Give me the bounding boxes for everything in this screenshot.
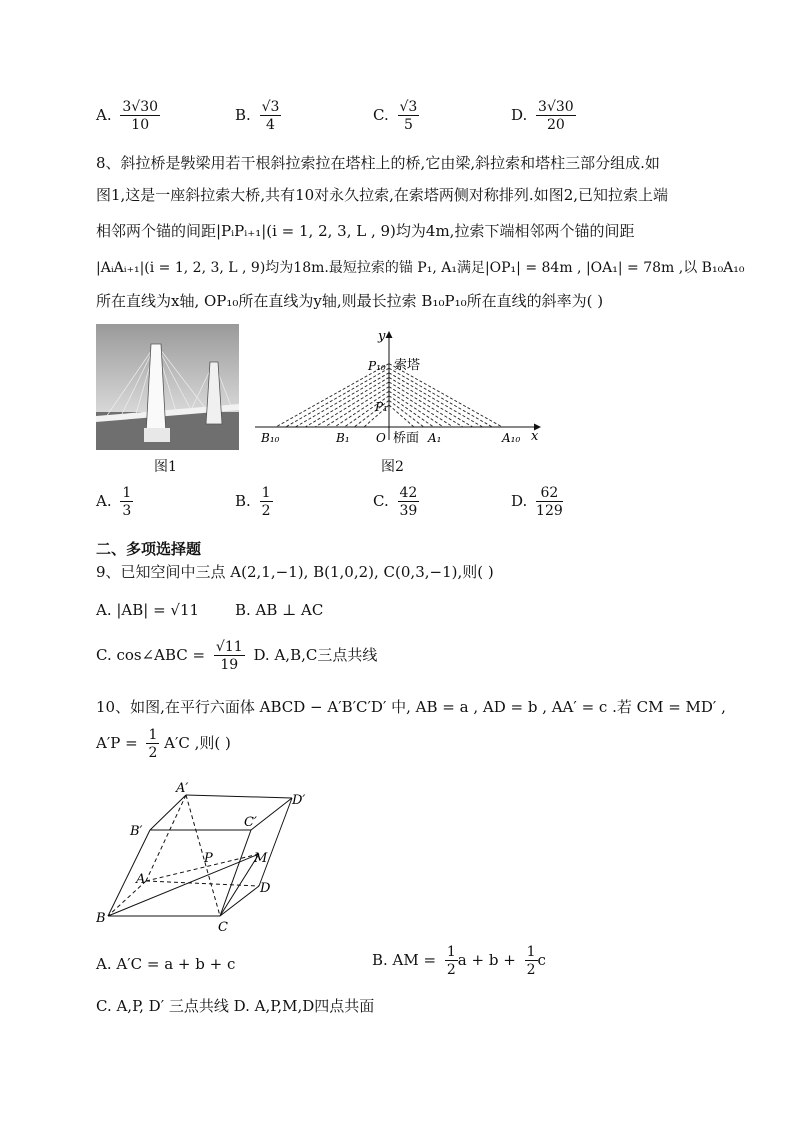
fraction <box>398 486 420 518</box>
cable-line <box>389 387 453 427</box>
q8-line-2: 图1,这是一座斜拉索大桥,共有10对永久拉索,在索塔两侧对称排列.如图2,已知拉索上端 <box>96 186 669 204</box>
option-label: C. <box>373 492 389 510</box>
numerator: 1 <box>148 727 158 743</box>
stem-text: A′C ,则( ) <box>164 734 231 752</box>
denominator: 129 <box>536 503 563 519</box>
numerator: √3 <box>261 99 280 115</box>
q9-option-d: D. A,B,C三点共线 <box>253 646 378 664</box>
stem-text: A′P = <box>96 734 138 752</box>
denominator: 20 <box>546 117 565 133</box>
q7-option-a <box>96 100 160 132</box>
denominator: 19 <box>220 657 239 673</box>
q10-stem-1: 10、如图,在平行六面体 ABCD − A′B′C′D′ 中, AB = a , AD = b , AA′ = c .若 CM = MD′ , <box>96 698 726 716</box>
option-label: D. <box>511 106 528 124</box>
label-deck: 桥面 <box>393 431 420 446</box>
label-y: y <box>378 329 386 344</box>
cable-line <box>389 405 414 427</box>
label-a10: A₁₀ <box>502 431 521 445</box>
denominator: 2 <box>148 745 158 761</box>
label-c: C <box>218 920 228 935</box>
q10-option-b <box>372 945 546 977</box>
denominator: 2 <box>446 962 456 978</box>
q8-line-4: |AᵢAᵢ₊₁|(i = 1, 2, 3, L , 9)均为18m.最短拉索的锚 P₁, A₁满足|OP₁| = 84m , |OA₁| = 78m ,以 B₁₀A₁₀ <box>96 260 745 276</box>
denominator: 5 <box>403 117 413 133</box>
denominator: 39 <box>399 503 418 519</box>
numerator: 3√30 <box>538 99 574 115</box>
fraction <box>445 945 458 977</box>
label-b10: B₁₀ <box>261 431 280 445</box>
label-a: A <box>136 872 146 887</box>
label-x: x <box>531 429 539 444</box>
label-b1: B′ <box>130 824 143 839</box>
q8-option-d <box>511 486 563 518</box>
fraction <box>146 728 159 760</box>
denominator: 2 <box>526 962 536 978</box>
numerator: 1 <box>446 944 456 960</box>
q7-option-c <box>373 100 419 132</box>
numerator: 1 <box>122 485 132 501</box>
q9-option-b: B. AB ⊥ AC <box>235 601 324 619</box>
q9-option-c <box>96 640 377 672</box>
denominator: 4 <box>266 117 275 133</box>
q10-option-a: A. A′C = a + b + c <box>96 955 236 973</box>
numerator: 42 <box>399 485 418 501</box>
fraction <box>214 640 245 672</box>
cable-line <box>389 373 483 427</box>
label-a1: A₁ <box>428 431 442 445</box>
q7-option-b <box>235 100 281 132</box>
option-label: A. <box>96 106 112 124</box>
fraction <box>536 486 563 518</box>
numerator: √11 <box>215 639 243 655</box>
term-var: c <box>537 951 546 969</box>
fraction <box>120 486 133 518</box>
label-o: O <box>376 431 386 445</box>
numerator: 1 <box>261 485 271 501</box>
numerator: √3 <box>399 99 418 115</box>
denominator: 3 <box>122 503 132 519</box>
label-b: B <box>96 911 106 926</box>
label-m: M <box>254 851 268 866</box>
cable-line <box>389 391 443 427</box>
figure-1-caption: 图1 <box>154 459 177 475</box>
figure-2-caption: 图2 <box>381 459 404 475</box>
q10-option-cd: C. A,P, D′ 三点共线 D. A,P,M,D四点共面 <box>96 997 375 1015</box>
q10-stem-2 <box>96 728 231 760</box>
option-text: C. cos∠ABC = <box>96 646 206 664</box>
fraction <box>536 100 576 132</box>
label-p10: P₁₀ <box>368 359 386 373</box>
term-var: b + <box>488 951 516 969</box>
label-a1: A′ <box>176 781 189 796</box>
parallelepiped-figure <box>96 780 326 940</box>
label-p1: P₁ <box>375 400 388 414</box>
label-d: D <box>260 881 271 896</box>
fraction <box>120 100 160 132</box>
numerator: 62 <box>536 486 563 502</box>
label-b1: B₁ <box>336 431 350 445</box>
option-label: B. <box>235 492 251 510</box>
term-var: a + <box>457 951 485 969</box>
fraction <box>398 100 420 132</box>
option-label: C. <box>373 106 389 124</box>
option-label: A. <box>96 492 112 510</box>
numerator: 3√30 <box>122 99 159 115</box>
cable-line <box>389 400 424 427</box>
fraction <box>260 100 282 132</box>
label-p: P <box>204 851 213 866</box>
label-d1: D′ <box>292 793 306 808</box>
q9-stem: 9、已知空间中三点 A(2,1,−1), B(1,0,2), C(0,3,−1),则( ) <box>96 563 494 581</box>
denominator: 10 <box>131 117 150 133</box>
cable-line <box>276 364 389 427</box>
section-heading: 二、多项选择题 <box>96 540 202 558</box>
fraction <box>260 486 273 518</box>
fraction <box>525 945 538 977</box>
numerator: 1 <box>526 944 536 960</box>
q8-option-b <box>235 486 273 518</box>
option-text: B. AM = <box>372 951 437 969</box>
q8-line-3: 相邻两个锚的间距|PᵢPᵢ₊₁|(i = 1, 2, 3, L , 9)均为4m,拉索下端相邻两个锚的间距 <box>96 222 635 240</box>
bridge-photo <box>96 324 239 450</box>
cable-line <box>389 377 473 427</box>
q7-option-d <box>511 100 576 132</box>
option-label: D. <box>511 492 528 510</box>
figure-2-diagram <box>250 328 550 446</box>
label-tower: 索塔 <box>394 358 421 373</box>
q9-option-a: A. |AB| = √11 <box>96 601 200 619</box>
denominator: 2 <box>261 503 271 519</box>
option-label: B. <box>235 106 251 124</box>
cable-line <box>389 364 502 427</box>
label-c1: C′ <box>244 815 257 830</box>
bridge-photo-image <box>96 324 239 450</box>
q8-option-a <box>96 486 133 518</box>
q8-line-5: 所在直线为x轴, OP₁₀所在直线为y轴,则最长拉索 B₁₀P₁₀所在直线的斜率为( ) <box>96 292 604 310</box>
q8-line-1: 8、斜拉桥是斅梁用若干根斜拉索拉在塔柱上的桥,它由梁,斜拉索和塔柱三部分组成.如 <box>96 154 660 172</box>
q8-option-c <box>373 486 419 518</box>
